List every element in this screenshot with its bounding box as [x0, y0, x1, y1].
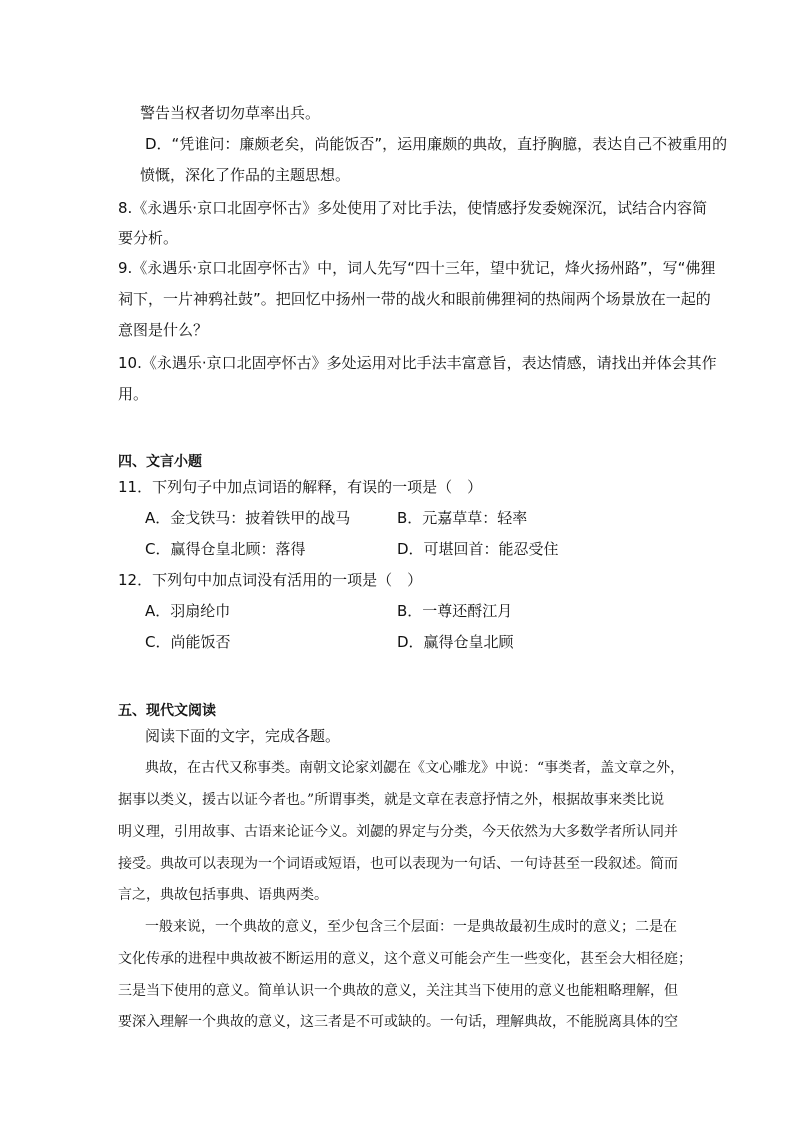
question-11-option-b: B．元嘉草草：轻率	[397, 509, 528, 527]
option-d-line-2: 愤慨，深化了作品的主题思想。	[140, 166, 351, 184]
question-11-option-d: D．可堪回首：能忍受住	[397, 540, 559, 558]
question-12-option-b: B．一尊还酹江月	[397, 602, 513, 620]
question-11-stem: 11．下列句子中加点词语的解释，有误的一项是（ ）	[118, 478, 483, 496]
passage-line-3: 明义理，引用故事、古语来论证今义。刘勰的界定与分类，今天依然为大多数学者所认同并	[118, 824, 678, 840]
passage-line-2: 据事以类义，援古以证今者也。”所谓事类，就是文章在表意抒情之外，根据故事来类比说	[118, 792, 665, 808]
passage-line-9: 要深入理解一个典故的意义，这三者是不可或缺的。一句话，理解典故，不能脱离具体的空	[118, 1014, 678, 1030]
passage-line-6: 一般来说，一个典故的意义，至少包含三个层面：一是典故最初生成时的意义；二是在	[145, 919, 677, 935]
question-9-line-1: 9.《永遇乐·京口北固亭怀古》中，词人先写“四十三年，望中犹记，烽火扬州路”，写“佛狸	[118, 259, 716, 277]
question-8-line-2: 要分析。	[118, 229, 179, 247]
question-9-line-2: 祠下，一片神鸦社鼓”。把回忆中扬州一带的战火和眼前佛狸祠的热闹两个场景放在一起的	[118, 290, 711, 308]
question-8-line-1: 8.《永遇乐·京口北固亭怀古》多处使用了对比手法，使情感抒发委婉深沉，试结合内容简	[118, 199, 708, 217]
section-5-title: 五、现代文阅读	[118, 703, 216, 719]
question-12-option-d: D．赢得仓皇北顾	[397, 633, 514, 651]
question-12-option-c: C．尚能饭否	[145, 633, 231, 651]
option-d-line-1: D．“凭谁问：廉颇老矣，尚能饭否”，运用廉颇的典故，直抒胸臆，表达自己不被重用的	[145, 135, 728, 153]
question-9-line-3: 意图是什么？	[118, 321, 209, 339]
question-10-line-1: 10.《永遇乐·京口北固亭怀古》多处运用对比手法丰富意旨，表达情感，请找出并体会其作	[118, 354, 717, 372]
passage-line-7: 文化传承的进程中典故被不断运用的意义，这个意义可能会产生一些变化，甚至会大相径庭；	[118, 951, 692, 967]
section-4-title: 四、文言小题	[118, 454, 202, 470]
question-12-option-a: A．羽扇纶巾	[145, 602, 231, 620]
section-5-instruction: 阅读下面的文字，完成各题。	[145, 727, 341, 745]
passage-line-8: 三是当下使用的意义。简单认识一个典故的意义，关注其当下使用的意义也能粗略理解，但	[118, 983, 678, 999]
question-12-stem: 12．下列句中加点词没有活用的一项是（ ）	[118, 571, 423, 589]
passage-line-1: 典故，在古代又称事类。南朝文论家刘勰在《文心雕龙》中说：“事类者，盖文章之外，	[145, 760, 685, 776]
question-11-option-c: C．赢得仓皇北顾：落得	[145, 540, 306, 558]
passage-line-4: 接受。典故可以表现为一个词语或短语，也可以表现为一句话、一句诗甚至一段叙述。简而	[118, 856, 678, 872]
question-10-line-2: 用。	[118, 385, 149, 403]
question-11-option-a: A．金戈铁马：披着铁甲的战马	[145, 509, 351, 527]
passage-line-5: 言之，典故包括事典、语典两类。	[118, 887, 328, 903]
option-c-continuation: 警告当权者切勿草率出兵。	[140, 104, 321, 122]
